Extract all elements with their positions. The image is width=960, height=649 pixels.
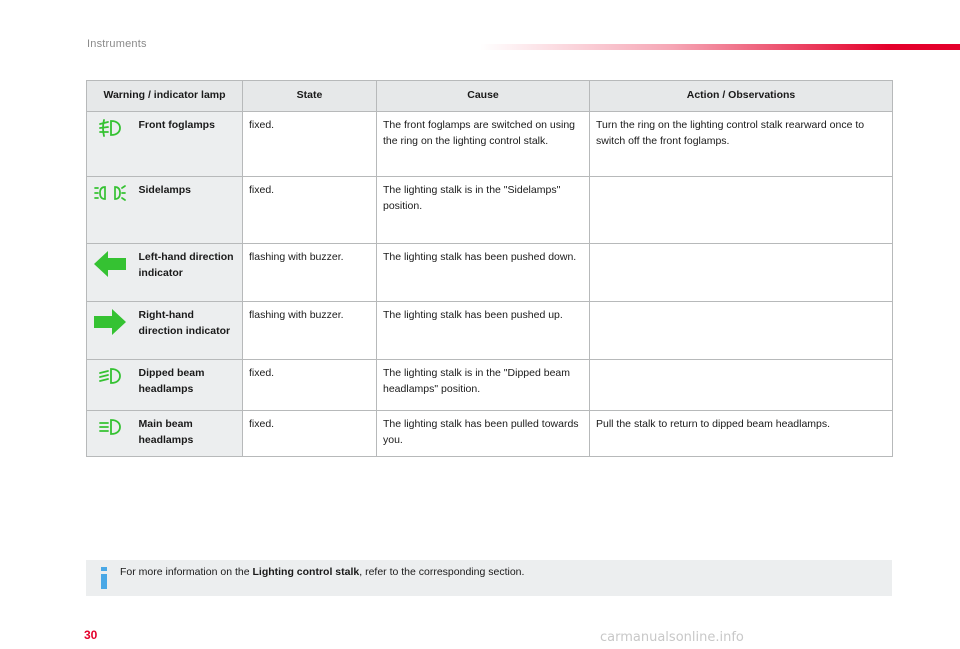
info-text-suffix: , refer to the corresponding section.: [359, 566, 525, 578]
lamp-name: Left-hand direction indicator: [133, 244, 243, 302]
lamp-state: flashing with buzzer.: [243, 244, 377, 302]
lamp-state: flashing with buzzer.: [243, 302, 377, 360]
lamp-state: fixed.: [243, 112, 377, 177]
table-row: [87, 177, 893, 244]
indicator-lamps-table: [86, 80, 893, 457]
lamp-action: [590, 302, 893, 360]
lamp-name: Main beam headlamps: [133, 411, 243, 457]
header-warning-lamp: Warning / indicator lamp: [87, 81, 243, 112]
info-text-prefix: For more information on the: [120, 566, 253, 578]
left-arrow-icon: [93, 250, 127, 278]
info-text-bold: Lighting control stalk: [252, 566, 360, 578]
page-number: 30: [84, 628, 98, 642]
lamp-name: Dipped beam headlamps: [133, 360, 243, 411]
lamp-state: fixed.: [243, 360, 377, 411]
lamp-cause: The lighting stalk has been pulled towards you.: [377, 411, 590, 457]
info-note-text: [120, 566, 524, 578]
lamp-name: Sidelamps: [133, 177, 243, 244]
lamp-action: Turn the ring on the lighting control stalk rearward once to switch off the front foglamps.: [590, 112, 893, 177]
dipped-beam-icon: [97, 366, 123, 386]
lamp-icon-cell: [87, 302, 133, 360]
lamp-icon-cell: [87, 360, 133, 411]
header-state: State: [243, 81, 377, 112]
lamp-icon-cell: [87, 112, 133, 177]
lamp-action: [590, 360, 893, 411]
front-foglamps-icon: [97, 118, 123, 138]
lamp-cause: The lighting stalk has been pushed up.: [377, 302, 590, 360]
header-cause: Cause: [377, 81, 590, 112]
table-row: [87, 112, 893, 177]
lamp-icon-cell: [87, 411, 133, 457]
lamp-icon-cell: [87, 177, 133, 244]
table-row: [87, 302, 893, 360]
lamp-state: fixed.: [243, 411, 377, 457]
sidelamps-icon: [94, 183, 126, 203]
info-note-box: [86, 560, 892, 596]
section-title: Instruments: [87, 38, 147, 50]
lamp-cause: The lighting stalk is in the "Sidelamps" position.: [377, 177, 590, 244]
lamp-action: [590, 177, 893, 244]
table-header-row: [87, 81, 893, 112]
watermark: carmanualsonline.info: [600, 630, 744, 645]
table-row: [87, 411, 893, 457]
lamp-icon-cell: [87, 244, 133, 302]
lamp-action: [590, 244, 893, 302]
table-row: [87, 360, 893, 411]
main-beam-icon: [97, 417, 123, 437]
table-row: [87, 244, 893, 302]
lamp-name: Front foglamps: [133, 112, 243, 177]
right-arrow-icon: [93, 308, 127, 336]
header-action: Action / Observations: [590, 81, 893, 112]
lamp-cause: The lighting stalk has been pushed down.: [377, 244, 590, 302]
lamp-name: Right-hand direction indicator: [133, 302, 243, 360]
lamp-action: Pull the stalk to return to dipped beam headlamps.: [590, 411, 893, 457]
lamp-cause: The lighting stalk is in the "Dipped beam headlamps" position.: [377, 360, 590, 411]
lamp-state: fixed.: [243, 177, 377, 244]
info-icon: [98, 567, 110, 589]
header-accent-bar: [480, 44, 960, 50]
lamp-cause: The front foglamps are switched on using the ring on the lighting control stalk.: [377, 112, 590, 177]
